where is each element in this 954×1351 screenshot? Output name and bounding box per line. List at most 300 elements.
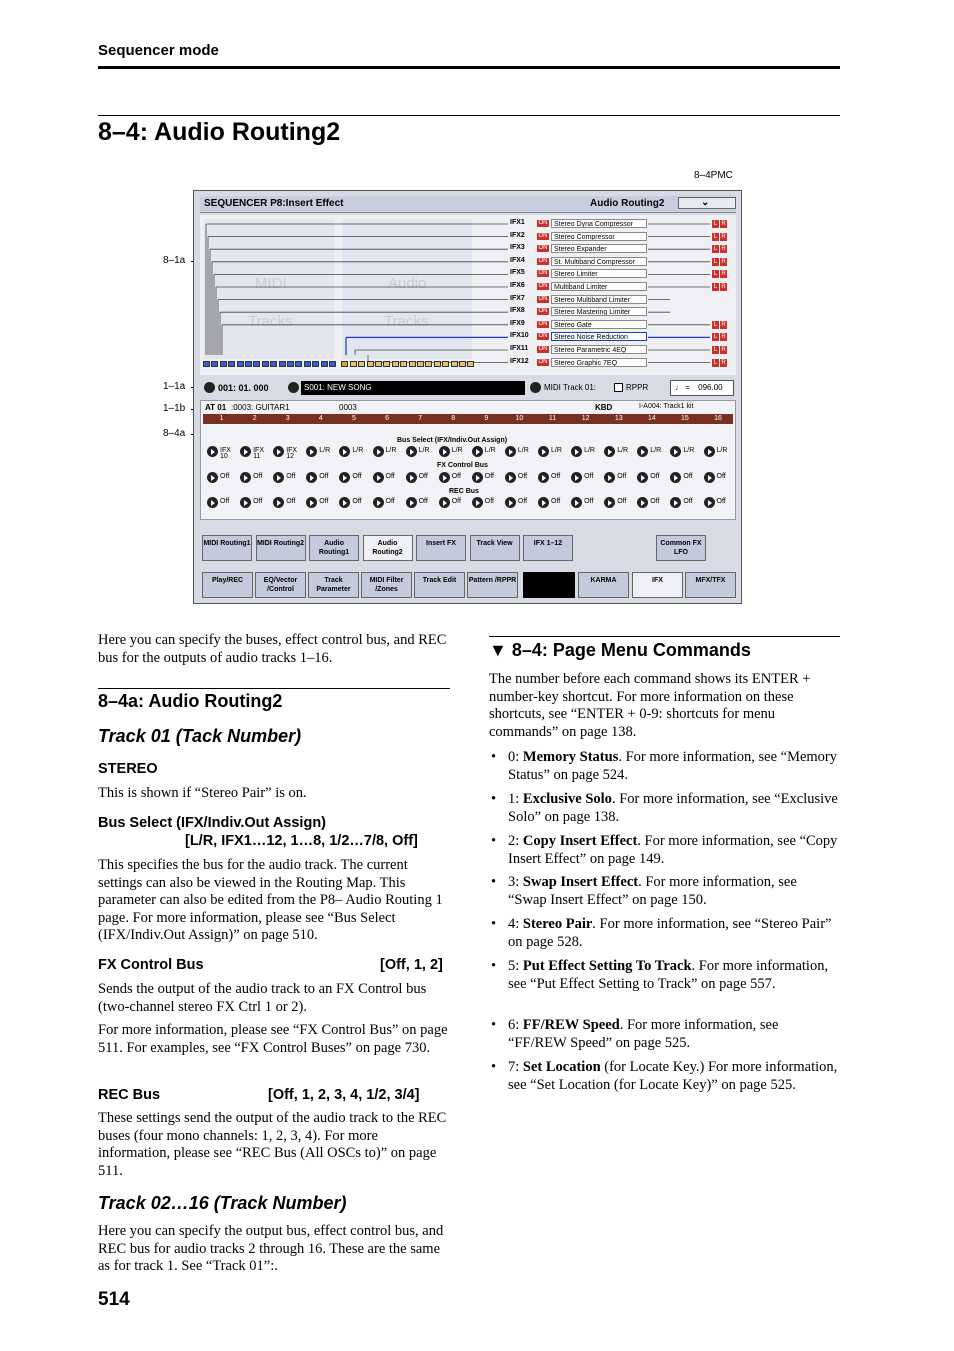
param-knob-icon[interactable] bbox=[472, 472, 483, 483]
param-text: Here you can specify the output bus, effect control bus, and REC bus for audio tracks 2 through 16. These are the same as for track 1. See “Track 01”:. bbox=[98, 1223, 444, 1274]
ifx-effect-name[interactable]: Stereo Parametric 4EQ bbox=[551, 345, 647, 354]
command-desc: . For more information, see “Exclusive Solo” on page 138. bbox=[508, 791, 838, 825]
command-item bbox=[491, 1017, 841, 1052]
param-knob-icon[interactable] bbox=[306, 497, 317, 508]
kbd-label: KBD bbox=[595, 403, 613, 412]
midi-track-indicator[interactable] bbox=[262, 361, 269, 367]
output-l-indicator: L bbox=[713, 334, 718, 341]
param-text: For more information, please see “FX Control Bus” on page 511. For examples, see “FX Control Buses” on page 730. bbox=[98, 1022, 448, 1056]
fx-control-cell[interactable]: Off bbox=[253, 473, 263, 480]
param-knob-icon[interactable] bbox=[637, 446, 648, 457]
param-knob-icon[interactable] bbox=[472, 497, 483, 508]
rec-bus-cell[interactable]: Off bbox=[484, 498, 495, 505]
command-desc: . For more information, see “Stereo Pair” on page 528. bbox=[508, 916, 832, 950]
fx-control-cell[interactable]: Off bbox=[352, 473, 362, 480]
param-knob-icon[interactable] bbox=[604, 497, 615, 508]
ifx-effect-name[interactable]: Stereo Noise Reduction bbox=[551, 332, 647, 341]
ifx-on-badge[interactable]: ON bbox=[538, 308, 548, 315]
audio-track-indicator[interactable] bbox=[417, 361, 424, 367]
midi-track-indicator[interactable] bbox=[321, 361, 328, 367]
param-knob-icon[interactable] bbox=[571, 472, 582, 483]
column-header: 3 bbox=[285, 415, 290, 422]
ifx-on-badge[interactable]: ON bbox=[538, 346, 548, 352]
output-r-indicator: R bbox=[721, 359, 726, 366]
column-header: 5 bbox=[351, 415, 356, 422]
param-knob-icon[interactable] bbox=[240, 472, 251, 483]
intro-text: Here you can specify the buses, effect control bus, and REC bus for the outputs of audio tracks 1–16. bbox=[98, 632, 447, 666]
bus-select-cell[interactable]: L/R bbox=[484, 447, 496, 454]
output-r-indicator: R bbox=[721, 334, 726, 341]
audio-track-indicator[interactable] bbox=[400, 361, 407, 367]
param-text: This specifies the bus for the audio track. The current settings can also be viewed in the Routing Map. This parameter can also be edited from the P8– Audio Routing 1 page. For more information, please see “Bus Select (IFX/Indiv.Out Assign)” on page 510. bbox=[98, 857, 443, 943]
fx-control-cell[interactable]: Off bbox=[517, 473, 528, 480]
output-r-indicator: R bbox=[721, 321, 726, 328]
param-text: Sends the output of the audio track to an FX Control bus (two-channel stereo FX Ctrl 1 or 2). bbox=[98, 981, 427, 1015]
midi-track-indicator[interactable] bbox=[245, 361, 252, 367]
callout-1-1b: 1–1b bbox=[163, 403, 186, 414]
ifx-label: IFX4 bbox=[510, 256, 525, 264]
column-header: 10 bbox=[515, 415, 524, 422]
fx-control-cell[interactable]: Off bbox=[286, 473, 296, 480]
midi-track-indicator[interactable] bbox=[329, 361, 336, 367]
output-l-indicator: L bbox=[713, 359, 718, 366]
rec-bus-cell[interactable]: Off bbox=[451, 498, 461, 505]
param-knob-icon[interactable] bbox=[571, 446, 582, 457]
bus-select-cell[interactable]: L/R bbox=[617, 447, 629, 454]
tab-ifx[interactable]: IFX bbox=[632, 572, 683, 598]
command-desc: . For more information, see “Put Effect Setting to Track” on page 557. bbox=[508, 958, 829, 992]
fx-control-cell[interactable]: Off bbox=[418, 473, 428, 480]
command-number: 7: bbox=[508, 1059, 523, 1075]
output-r-indicator: R bbox=[721, 258, 726, 265]
tempo-field[interactable] bbox=[670, 380, 734, 396]
subsection-heading: Track 01 (Tack Number) bbox=[98, 726, 302, 746]
command-name: FF/REW Speed bbox=[522, 1017, 620, 1033]
midi-track-indicator[interactable] bbox=[228, 361, 235, 367]
param-text: This is shown if “Stereo Pair” is on. bbox=[98, 785, 307, 801]
ifx-effect-name[interactable]: Stereo Compressor bbox=[551, 232, 647, 241]
param-knob-icon[interactable] bbox=[670, 446, 681, 457]
audio-track-indicator[interactable] bbox=[375, 361, 382, 367]
rec-bus-cell[interactable]: Off bbox=[352, 498, 362, 505]
midi-track-indicator[interactable] bbox=[237, 361, 244, 367]
play-icon[interactable] bbox=[204, 382, 215, 393]
upper-tabs bbox=[200, 533, 736, 563]
param-knob-icon[interactable] bbox=[207, 446, 218, 457]
command-number: 2: bbox=[508, 833, 523, 849]
output-r-indicator: R bbox=[721, 347, 726, 353]
bullet-dot: • bbox=[491, 874, 497, 890]
ifx-effect-name[interactable]: Stereo Gate bbox=[551, 320, 647, 329]
bullet-dot: • bbox=[491, 1059, 497, 1075]
tab-midi-routing1[interactable]: MIDI Routing1 bbox=[202, 535, 252, 561]
column-header: 8 bbox=[451, 415, 456, 422]
output-l-indicator: L bbox=[713, 221, 718, 227]
column-header: 14 bbox=[647, 415, 656, 422]
command-name: Exclusive Solo bbox=[522, 791, 612, 807]
tab-karma[interactable]: KARMA bbox=[578, 572, 629, 598]
fx-control-cell[interactable]: Off bbox=[683, 473, 693, 480]
bus-select-cell[interactable]: L/R bbox=[650, 447, 662, 454]
midi-track-indicator[interactable] bbox=[270, 361, 277, 367]
output-r-indicator: R bbox=[721, 271, 726, 278]
param-knob-icon[interactable] bbox=[273, 472, 284, 483]
bus-select-cell[interactable]: L/R bbox=[385, 447, 397, 454]
note-icon: ♩ = bbox=[675, 383, 690, 392]
tab-ifx-1-12[interactable]: IFX 1–12 bbox=[523, 535, 573, 561]
song-name-field[interactable]: S001: NEW SONG bbox=[301, 381, 525, 395]
output-r-indicator: R bbox=[721, 221, 726, 227]
param-knob-icon[interactable] bbox=[670, 472, 681, 483]
param-heading: STEREO bbox=[98, 761, 158, 777]
lower-tabs bbox=[200, 571, 736, 599]
fx-control-cell[interactable]: Off bbox=[484, 473, 495, 480]
callout-8-1a: 8–1a bbox=[163, 255, 186, 266]
ifx-label: IFX5 bbox=[510, 269, 525, 277]
command-name: Memory Status bbox=[522, 749, 619, 765]
midi-track-indicator[interactable] bbox=[287, 361, 294, 367]
rppr-label: RPPR bbox=[626, 383, 649, 392]
ifx-on-badge[interactable]: ON bbox=[538, 220, 548, 226]
fx-control-cell[interactable]: Off bbox=[617, 473, 627, 480]
param-knob-icon[interactable] bbox=[604, 446, 615, 457]
ifx-label: IFX9 bbox=[510, 319, 525, 327]
param-range: [Off, 1, 2] bbox=[380, 957, 443, 973]
bullet-dot: • bbox=[491, 958, 497, 974]
audio-track-indicator[interactable] bbox=[434, 361, 441, 367]
callout-1-1a: 1–1a bbox=[163, 381, 186, 392]
figure-code: 8–4PMC bbox=[694, 170, 733, 181]
midi-track-label: MIDI Track 01: bbox=[544, 383, 597, 392]
tab-mfx-tfx[interactable]: MFX/TFX bbox=[685, 572, 736, 598]
rec-bus-cell[interactable]: Off bbox=[385, 498, 395, 505]
rec-bus-cell[interactable]: Off bbox=[517, 498, 528, 505]
param-knob-icon[interactable] bbox=[339, 446, 350, 457]
command-name: Copy Insert Effect bbox=[522, 833, 638, 849]
param-heading: Bus Select (IFX/Indiv.Out Assign) bbox=[98, 815, 326, 831]
rec-bus-cell[interactable]: Off bbox=[584, 498, 594, 505]
ifx-label: IFX1 bbox=[510, 219, 525, 226]
ifx-effect-name[interactable]: Stereo Limiter bbox=[551, 269, 647, 278]
fx-control-cell[interactable]: Off bbox=[385, 473, 395, 480]
rppr-checkbox[interactable] bbox=[614, 383, 623, 392]
section-rule bbox=[489, 636, 840, 637]
page-title: 8–4: Audio Routing2 bbox=[98, 118, 341, 146]
audio-track-indicator[interactable] bbox=[392, 361, 399, 367]
audio-track-indicator[interactable] bbox=[341, 361, 348, 367]
ifx-effect-name[interactable]: St. Multiband Compressor bbox=[551, 257, 647, 266]
rec-bus-cell[interactable]: Off bbox=[551, 498, 561, 505]
column-header: 11 bbox=[548, 415, 557, 422]
ifx-on-badge[interactable]: ON bbox=[538, 320, 548, 327]
command-number: 0: bbox=[508, 749, 523, 765]
audio-track-indicator[interactable] bbox=[358, 361, 365, 367]
param-knob-icon[interactable] bbox=[273, 497, 284, 508]
midi-track-indicator[interactable] bbox=[304, 361, 311, 367]
command-number: 5: bbox=[508, 958, 523, 974]
param-knob-icon[interactable] bbox=[339, 497, 350, 508]
output-l-indicator: L bbox=[713, 258, 718, 265]
ifx-effect-name[interactable]: Stereo Dyna Compressor bbox=[551, 219, 647, 228]
screen-page: Audio Routing2 bbox=[590, 198, 665, 209]
command-number: 4: bbox=[508, 916, 523, 932]
screen-title: SEQUENCER P8:Insert Effect bbox=[204, 198, 344, 209]
command-name: Put Effect Setting To Track bbox=[522, 958, 692, 974]
tab-audio-routing2[interactable]: Audio Routing2 bbox=[363, 535, 413, 561]
midi-track-indicator[interactable] bbox=[295, 361, 302, 367]
ifx-on-badge[interactable]: ON bbox=[538, 333, 548, 340]
bus-select-cell[interactable]: IFX 10 bbox=[220, 447, 231, 460]
param-knob-icon[interactable] bbox=[207, 472, 218, 483]
bus-select-cell[interactable]: L/R bbox=[716, 447, 728, 454]
param-knob-icon[interactable] bbox=[306, 446, 317, 457]
ifx-label: IFX6 bbox=[510, 282, 525, 289]
output-r-indicator: R bbox=[721, 233, 726, 240]
location-value[interactable]: 001: 01. 000 bbox=[218, 383, 269, 393]
map-bg-label: Tracks bbox=[248, 313, 293, 330]
bullet-dot: • bbox=[491, 749, 497, 765]
bus-select-cell[interactable]: L/R bbox=[517, 447, 529, 454]
ifx-on-badge[interactable]: ON bbox=[538, 245, 548, 252]
command-number: 6: bbox=[508, 1017, 523, 1033]
bus-select-cell[interactable]: L/R bbox=[584, 447, 595, 454]
ifx-effect-name[interactable]: Stereo Multiband Limiter bbox=[551, 295, 647, 304]
rec-bus-cell[interactable]: Off bbox=[220, 498, 230, 505]
param-knob-icon[interactable] bbox=[439, 446, 450, 457]
command-name: Stereo Pair bbox=[522, 916, 593, 932]
tab-play-rec[interactable]: Play/REC bbox=[202, 572, 253, 598]
param-knob-icon[interactable] bbox=[373, 497, 384, 508]
ifx-on-badge[interactable]: ON bbox=[538, 232, 548, 239]
track-select-icon[interactable] bbox=[530, 382, 541, 393]
bus-select-cell[interactable]: L/R bbox=[418, 447, 430, 454]
title-rule bbox=[98, 115, 840, 116]
midi-track-indicator[interactable] bbox=[279, 361, 286, 367]
fx-control-cell[interactable]: Off bbox=[584, 473, 594, 480]
ifx-label: IFX11 bbox=[510, 345, 529, 352]
column-header: 1 bbox=[219, 415, 224, 422]
tab-midi-routing2[interactable]: MIDI Routing2 bbox=[256, 535, 306, 561]
param-knob-icon[interactable] bbox=[505, 446, 516, 457]
param-knob-icon[interactable] bbox=[406, 472, 417, 483]
column-header: 2 bbox=[252, 415, 257, 422]
rec-bus-cell[interactable]: Off bbox=[319, 498, 329, 505]
tab-audio-routing1[interactable]: Audio Routing1 bbox=[309, 535, 359, 561]
rec-bus-cell[interactable]: Off bbox=[650, 498, 660, 505]
page-menu-button[interactable] bbox=[678, 197, 736, 209]
param-knob-icon[interactable] bbox=[505, 472, 516, 483]
param-knob-icon[interactable] bbox=[373, 472, 384, 483]
rec-bus-cell[interactable]: Off bbox=[716, 498, 726, 505]
command-name: Set Location bbox=[522, 1059, 601, 1075]
ifx-label: IFX10 bbox=[510, 332, 529, 340]
bus-select-title: Bus Select (IFX/Indiv.Out Assign) bbox=[397, 437, 508, 444]
column-header: 4 bbox=[318, 415, 323, 422]
rec-bus-cell[interactable]: Off bbox=[286, 498, 296, 505]
bullet-dot: • bbox=[491, 1017, 497, 1033]
param-knob-icon[interactable] bbox=[207, 497, 218, 508]
map-bg-label: Tracks bbox=[384, 313, 429, 330]
audio-track-indicator[interactable] bbox=[367, 361, 374, 367]
bus-select-cell[interactable]: L/R bbox=[352, 447, 364, 454]
param-knob-icon[interactable] bbox=[704, 497, 715, 508]
param-knob-icon[interactable] bbox=[439, 472, 450, 483]
page-number: 514 bbox=[98, 1289, 130, 1310]
audio-track-indicator[interactable] bbox=[459, 361, 466, 367]
location-bar bbox=[200, 379, 736, 397]
command-item bbox=[491, 916, 841, 951]
ifx-effect-name[interactable]: Multiband Limiter bbox=[551, 282, 647, 291]
param-knob-icon[interactable] bbox=[240, 446, 251, 457]
midi-track-indicator[interactable] bbox=[220, 361, 227, 367]
bus-select-cell[interactable]: L/R bbox=[551, 447, 562, 454]
command-desc: . For more information, see “Swap Insert Effect” on page 150. bbox=[508, 874, 797, 908]
tempo-value: 096.00 bbox=[698, 383, 723, 392]
bus-select-cell[interactable]: L/R bbox=[319, 447, 331, 454]
rec-bus-cell[interactable]: Off bbox=[253, 498, 263, 505]
subsection-heading: Track 02…16 (Track Number) bbox=[98, 1193, 347, 1213]
param-knob-icon[interactable] bbox=[637, 497, 648, 508]
midi-track-indicator[interactable] bbox=[203, 361, 210, 367]
ifx-label: IFX7 bbox=[510, 294, 525, 302]
midi-track-indicator[interactable] bbox=[312, 361, 319, 367]
ifx-on-badge[interactable]: ON bbox=[538, 358, 548, 365]
bus-select-cell[interactable]: L/R bbox=[683, 447, 695, 454]
fx-control-cell[interactable]: Off bbox=[319, 473, 329, 480]
section-heading: 8–4a: Audio Routing2 bbox=[98, 691, 283, 711]
command-desc: . For more information, see “FF/REW Speed” on page 525. bbox=[508, 1017, 779, 1051]
audio-track-indicator[interactable] bbox=[350, 361, 357, 367]
param-knob-icon[interactable] bbox=[571, 497, 582, 508]
tab-track-view[interactable]: Track View bbox=[470, 535, 520, 561]
output-l-indicator: L bbox=[713, 246, 718, 253]
fx-control-cell[interactable]: Off bbox=[220, 473, 230, 480]
routing-lines bbox=[200, 215, 736, 375]
output-l-indicator: L bbox=[713, 233, 718, 240]
column-header: 15 bbox=[681, 415, 689, 422]
bus-select-cell[interactable]: IFX 12 bbox=[286, 447, 298, 460]
fx-control-cell[interactable]: Off bbox=[650, 473, 660, 480]
ifx-effect-name[interactable]: Stereo Graphic 7EQ bbox=[551, 358, 647, 367]
audio-track-indicator[interactable] bbox=[383, 361, 390, 367]
param-knob-icon[interactable] bbox=[538, 472, 549, 483]
param-knob-icon[interactable] bbox=[306, 472, 317, 483]
screen-title-bar bbox=[200, 196, 736, 213]
column-header: 6 bbox=[385, 415, 389, 422]
audio-track-indicator[interactable] bbox=[442, 361, 449, 367]
param-heading: REC Bus bbox=[98, 1087, 161, 1103]
output-l-indicator: L bbox=[713, 271, 718, 278]
output-l-indicator: L bbox=[713, 284, 718, 290]
audio-track-indicator[interactable] bbox=[425, 361, 432, 367]
command-desc: (for Locate Key.) For more information, see “Set Location (for Locate Key)” on page 525. bbox=[508, 1059, 838, 1093]
tab-track-parameter[interactable]: Track Parameter bbox=[308, 572, 359, 598]
param-knob-icon[interactable] bbox=[538, 446, 549, 457]
rec-bus-cell[interactable]: Off bbox=[683, 498, 693, 505]
param-knob-icon[interactable] bbox=[704, 472, 715, 483]
tab-insert-fx[interactable]: Insert FX bbox=[416, 535, 466, 561]
audio-track-indicator[interactable] bbox=[451, 361, 458, 367]
section-heading: ▼ 8–4: Page Menu Commands bbox=[489, 640, 751, 660]
command-name: Swap Insert Effect bbox=[522, 874, 639, 890]
command-desc: . For more information, see “Copy Insert Effect” on page 149. bbox=[508, 833, 838, 867]
ifx-effect-name[interactable]: Stereo Expander bbox=[551, 244, 647, 253]
fx-control-cell[interactable]: Off bbox=[451, 473, 461, 480]
track-label: AT 01 bbox=[205, 403, 227, 412]
tab-pattern-rppr[interactable]: Pattern /RPPR bbox=[467, 572, 518, 598]
section-rule bbox=[98, 688, 450, 689]
param-heading: FX Control Bus bbox=[98, 957, 204, 973]
ifx-label: IFX2 bbox=[510, 231, 525, 239]
param-knob-icon[interactable] bbox=[505, 497, 516, 508]
ifx-on-badge[interactable]: ON bbox=[538, 270, 548, 277]
param-knob-icon[interactable] bbox=[406, 497, 417, 508]
ifx-on-badge[interactable]: ON bbox=[538, 295, 548, 302]
param-knob-icon[interactable] bbox=[373, 446, 384, 457]
fx-control-title: FX Control Bus bbox=[437, 462, 488, 469]
param-knob-icon[interactable] bbox=[339, 472, 350, 483]
ifx-label: IFX3 bbox=[510, 244, 525, 252]
param-knob-icon[interactable] bbox=[472, 446, 483, 457]
command-item bbox=[491, 791, 841, 826]
command-item bbox=[491, 874, 841, 909]
param-knob-icon[interactable] bbox=[240, 497, 251, 508]
track-grid bbox=[200, 400, 736, 520]
bus-select-cell[interactable]: IFX 11 bbox=[253, 447, 264, 460]
song-select-icon[interactable] bbox=[288, 382, 299, 393]
param-knob-icon[interactable] bbox=[670, 497, 681, 508]
tab-common-fx-lfo[interactable]: Common FX LFO bbox=[656, 535, 706, 561]
ifx-on-badge[interactable]: ON bbox=[538, 257, 548, 264]
routing-map bbox=[200, 215, 736, 375]
fx-control-cell[interactable]: Off bbox=[716, 473, 726, 480]
intro-text: The number before each command shows its ENTER + number-key shortcut. For more information on these shortcuts, see “ENTER + 0-9: shortcuts for menu commands” on page 138. bbox=[489, 671, 811, 740]
param-knob-icon[interactable] bbox=[439, 497, 450, 508]
bus-select-cell[interactable]: L/R bbox=[451, 447, 463, 454]
midi-track-indicator[interactable] bbox=[253, 361, 260, 367]
audio-track-indicator[interactable] bbox=[467, 361, 474, 367]
fx-control-cell[interactable]: Off bbox=[551, 473, 561, 480]
ifx-effect-name[interactable]: Stereo Mastering Limiter bbox=[551, 307, 647, 316]
command-item bbox=[491, 749, 841, 784]
param-knob-icon[interactable] bbox=[273, 446, 284, 457]
chevron-down-icon: ⌄ bbox=[701, 197, 710, 208]
command-number: 3: bbox=[508, 874, 523, 890]
param-knob-icon[interactable] bbox=[704, 446, 715, 457]
ifx-label: IFX8 bbox=[510, 307, 525, 315]
ifx-on-badge[interactable]: ON bbox=[538, 283, 548, 289]
command-item bbox=[491, 833, 841, 868]
callout-8-4a: 8–4a bbox=[163, 428, 186, 439]
command-desc: . For more information, see “Memory Status” on page 524. bbox=[508, 749, 838, 783]
tab-track-edit[interactable]: Track Edit bbox=[414, 572, 465, 598]
rec-bus-cell[interactable]: Off bbox=[418, 498, 428, 505]
tab-eq-vector-control[interactable]: EQ/Vector /Control bbox=[255, 572, 306, 598]
rec-bus-title: REC Bus bbox=[449, 488, 479, 495]
output-l-indicator: L bbox=[713, 347, 718, 353]
audio-track-indicator[interactable] bbox=[409, 361, 416, 367]
bullet-dot: • bbox=[491, 916, 497, 932]
output-r-indicator: R bbox=[721, 246, 726, 253]
param-knob-icon[interactable] bbox=[406, 446, 417, 457]
rec-bus-cell[interactable]: Off bbox=[617, 498, 627, 505]
midi-track-indicator[interactable] bbox=[211, 361, 218, 367]
track-name: :0003: GUITAR1 bbox=[231, 403, 290, 412]
tab-midi-filter-zones[interactable]: MIDI Filter /Zones bbox=[361, 572, 412, 598]
param-knob-icon[interactable] bbox=[637, 472, 648, 483]
param-knob-icon[interactable] bbox=[538, 497, 549, 508]
param-knob-icon[interactable] bbox=[604, 472, 615, 483]
